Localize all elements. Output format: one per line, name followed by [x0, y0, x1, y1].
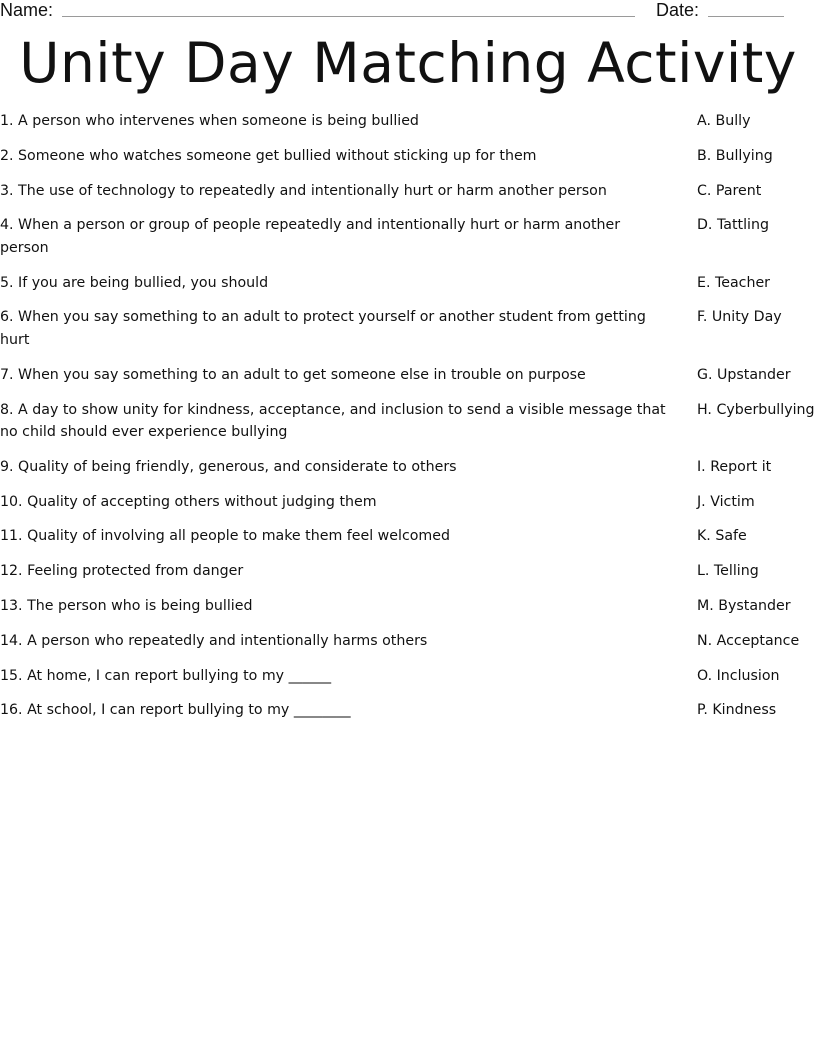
- matching-row: [0, 145, 816, 168]
- clue-text: 2. Someone who watches someone get bullied without sticking up for them: [0, 147, 537, 164]
- clue-text: 6. When you say something to an adult to protect yourself or another student from getting hurt: [0, 309, 646, 348]
- matching-row: [0, 665, 816, 688]
- matching-row: [0, 306, 816, 351]
- answer-option: I. Report it: [697, 458, 772, 475]
- clue-text: 11. Quality of involving all people to make them feel welcomed: [0, 528, 450, 545]
- name-label: Name:: [0, 0, 54, 20]
- answer-option: O. Inclusion: [697, 667, 780, 684]
- answer-option: A. Bully: [697, 113, 751, 129]
- clue-text: 10. Quality of accepting others without judging them: [0, 493, 377, 510]
- worksheet-title: Unity Day Matching Activity: [19, 31, 797, 95]
- answer-option: D. Tattling: [697, 217, 769, 234]
- clue-text: 14. A person who repeatedly and intentionally harms others: [0, 632, 428, 649]
- matching-row: [0, 699, 816, 722]
- answer-option: E. Teacher: [697, 274, 771, 291]
- clue-text: 8. A day to show unity for kindness, acceptance, and inclusion to send a visible message that no child should ever experience bullying: [0, 401, 666, 441]
- matching-row: [0, 110, 816, 133]
- matching-row: [0, 630, 816, 653]
- answer-option: M. Bystander: [697, 598, 791, 615]
- matching-row: [0, 364, 816, 387]
- clue-text: 3. The use of technology to repeatedly and intentionally hurt or harm another person: [0, 182, 607, 199]
- answer-option: H. Cyberbullying: [697, 401, 815, 418]
- matching-row: [0, 491, 816, 514]
- clue-text: 9. Quality of being friendly, generous, and considerate to others: [0, 458, 457, 475]
- clue-text: 12. Feeling protected from danger: [0, 563, 244, 580]
- matching-row: [0, 456, 816, 479]
- answer-option: N. Acceptance: [697, 632, 800, 649]
- clue-text: 4. When a person or group of people repeatedly and intentionally hurt or harm another person: [0, 217, 621, 256]
- clue-text: 16. At school, I can report bullying to my ________: [0, 702, 351, 719]
- name-blank-line[interactable]: [62, 16, 635, 17]
- answer-option: K. Safe: [697, 528, 747, 545]
- worksheet-header: [0, 0, 816, 24]
- matching-row: [0, 560, 816, 583]
- answer-option: B. Bullying: [697, 147, 773, 164]
- answer-option: J. Victim: [697, 493, 755, 510]
- answer-option: F. Unity Day: [697, 309, 782, 326]
- matching-row: [0, 399, 816, 444]
- answer-option: P. Kindness: [697, 702, 777, 719]
- answer-option: L. Telling: [697, 563, 759, 580]
- matching-row: [0, 180, 816, 203]
- matching-row: [0, 595, 816, 618]
- clue-text: 15. At home, I can report bullying to my ______: [0, 667, 332, 684]
- answer-option: C. Parent: [697, 182, 762, 199]
- date-label: Date:: [656, 0, 700, 20]
- clue-text: 7. When you say something to an adult to get someone else in trouble on purpose: [0, 366, 586, 383]
- matching-list: [0, 110, 816, 734]
- date-blank-line[interactable]: [708, 16, 784, 17]
- matching-row: [0, 525, 816, 548]
- answer-option: G. Upstander: [697, 366, 791, 383]
- matching-row: [0, 214, 816, 259]
- clue-text: 13. The person who is being bullied: [0, 598, 253, 615]
- clue-text: 5. If you are being bullied, you should: [0, 274, 269, 291]
- matching-row: [0, 272, 816, 295]
- clue-text: 1. A person who intervenes when someone is being bullied: [0, 113, 419, 129]
